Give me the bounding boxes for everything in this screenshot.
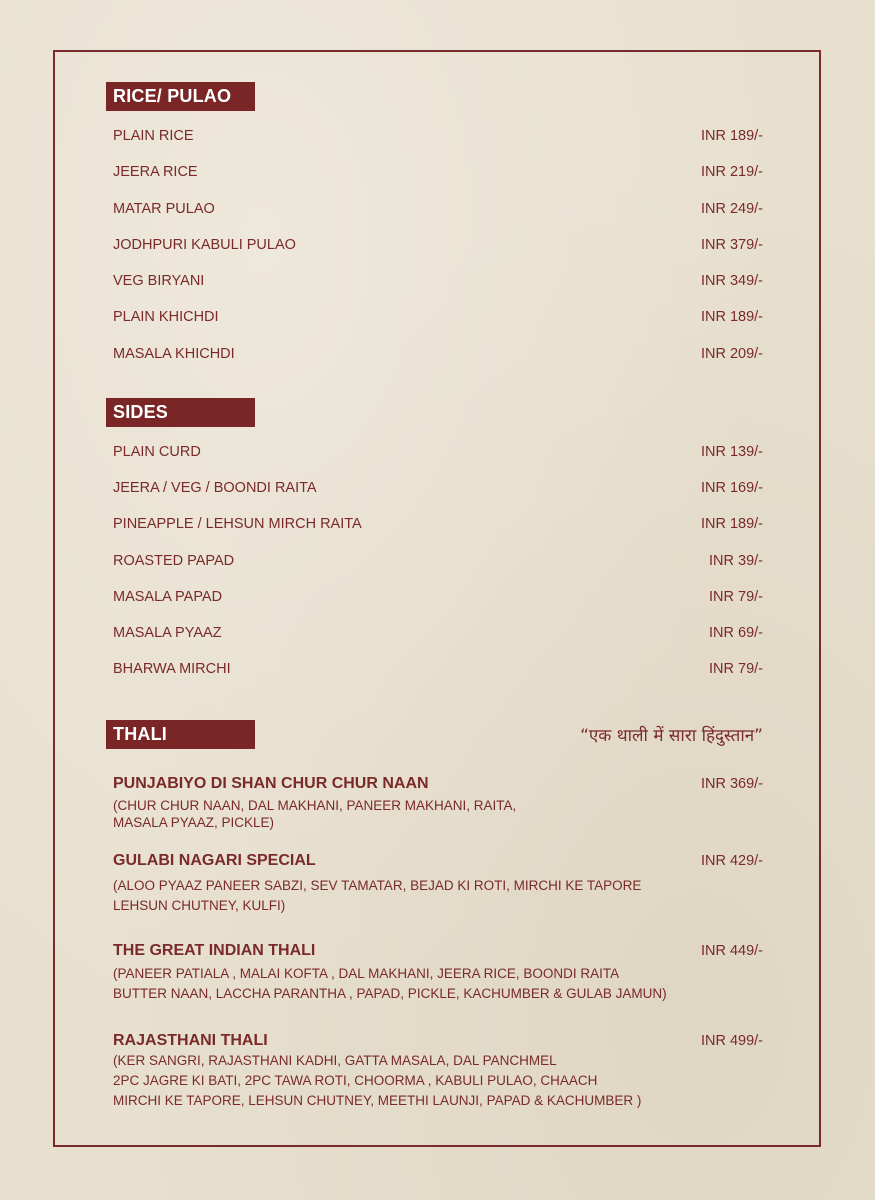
item-price: INR 79/- <box>709 661 763 677</box>
item-price: INR 209/- <box>700 346 763 362</box>
section-header-sides: SIDES <box>106 398 255 427</box>
thali-item-price: INR 429/- <box>700 853 763 869</box>
description-line: MASALA PYAAZ, PICKLE) <box>113 815 275 830</box>
section-header-thali: THALI <box>106 720 255 749</box>
description-line: BUTTER NAAN, LACCHA PARANTHA , PAPAD, PICKLE, KACHUMBER & GULAB JAMUN) <box>113 986 667 1001</box>
menu-item-plain-khichdi <box>113 307 763 327</box>
description-line: (KER SANGRI, RAJASTHANI KADHI, GATTA MASALA, DAL PANCHMEL <box>113 1053 557 1068</box>
item-price: INR 189/- <box>700 309 763 325</box>
menu-item-masala-papad <box>113 587 763 607</box>
menu-item-jodhpuri-kabuli-pulao <box>113 235 763 255</box>
thali-item-description <box>113 1051 641 1111</box>
description-line: LEHSUN CHUTNEY, KULFI) <box>113 898 286 913</box>
menu-item-jeera-rice <box>113 162 763 182</box>
item-name: JEERA / VEG / BOONDI RAITA <box>113 480 317 496</box>
thali-item-name: GULABI NAGARI SPECIAL <box>113 852 316 869</box>
item-price: INR 69/- <box>709 625 763 641</box>
thali-item-price: INR 369/- <box>700 776 763 792</box>
item-price: INR 379/- <box>700 237 763 253</box>
thali-item-price: INR 499/- <box>700 1033 763 1049</box>
thali-item-description <box>113 964 667 1004</box>
thali-item-name: PUNJABIYO DI SHAN CHUR CHUR NAAN <box>113 775 429 792</box>
item-name: PINEAPPLE / LEHSUN MIRCH RAITA <box>113 516 362 532</box>
item-name: JEERA RICE <box>113 164 198 180</box>
description-line: (CHUR CHUR NAAN, DAL MAKHANI, PANEER MAKHANI, RAITA, <box>113 798 517 813</box>
menu-item-matar-pulao <box>113 199 763 219</box>
item-name: MASALA KHICHDI <box>113 346 235 362</box>
item-name: BHARWA MIRCHI <box>113 661 231 677</box>
item-price: INR 79/- <box>709 589 763 605</box>
menu-item-roasted-papad <box>113 551 763 571</box>
item-price: INR 219/- <box>700 164 763 180</box>
thali-tagline: “एक थाली में सारा हिंदुस्तान” <box>580 726 763 746</box>
description-line: (PANEER PATIALA , MALAI KOFTA , DAL MAKHANI, JEERA RICE, BOONDI RAITA <box>113 966 620 981</box>
item-price: INR 349/- <box>700 273 763 289</box>
item-name: ROASTED PAPAD <box>113 553 235 569</box>
item-name: PLAIN CURD <box>113 444 201 460</box>
description-line: 2PC JAGRE KI BATI, 2PC TAWA ROTI, CHOORMA , KABULI PULAO, CHAACH <box>113 1073 598 1088</box>
description-line: (ALOO PYAAZ PANEER SABZI, SEV TAMATAR, BEJAD KI ROTI, MIRCHI KE TAPORE <box>113 878 642 893</box>
item-price: INR 189/- <box>700 516 763 532</box>
item-name: PLAIN RICE <box>113 128 194 144</box>
item-name: MASALA PAPAD <box>113 589 223 605</box>
item-name: MASALA PYAAZ <box>113 625 222 641</box>
menu-item-pineapple-lehsun-mirch-raita <box>113 514 763 534</box>
thali-item-description <box>113 876 641 916</box>
item-price: INR 189/- <box>700 128 763 144</box>
item-price: INR 169/- <box>700 480 763 496</box>
thali-item-price: INR 449/- <box>700 943 763 959</box>
thali-item-name: RAJASTHANI THALI <box>113 1032 268 1049</box>
menu-item-jeera-veg-boondi-raita <box>113 478 763 498</box>
menu-item-plain-curd <box>113 442 763 462</box>
item-name: JODHPURI KABULI PULAO <box>113 237 296 253</box>
item-price: INR 249/- <box>700 201 763 217</box>
description-line: MIRCHI KE TAPORE, LEHSUN CHUTNEY, MEETHI LAUNJI, PAPAD & KACHUMBER ) <box>113 1093 642 1108</box>
item-price: INR 139/- <box>700 444 763 460</box>
item-name: MATAR PULAO <box>113 201 215 217</box>
section-header-rice-pulao: RICE/ PULAO <box>106 82 255 111</box>
item-name: VEG BIRYANI <box>113 273 205 289</box>
item-name: PLAIN KHICHDI <box>113 309 219 325</box>
menu-item-plain-rice <box>113 126 763 146</box>
thali-item-description <box>113 796 516 833</box>
menu-item-masala-khichdi <box>113 344 763 364</box>
item-price: INR 39/- <box>709 553 763 569</box>
menu-item-veg-biryani <box>113 271 763 291</box>
thali-item-name: THE GREAT INDIAN THALI <box>113 942 316 959</box>
menu-item-bharwa-mirchi <box>113 659 763 679</box>
menu-item-masala-pyaaz <box>113 623 763 643</box>
